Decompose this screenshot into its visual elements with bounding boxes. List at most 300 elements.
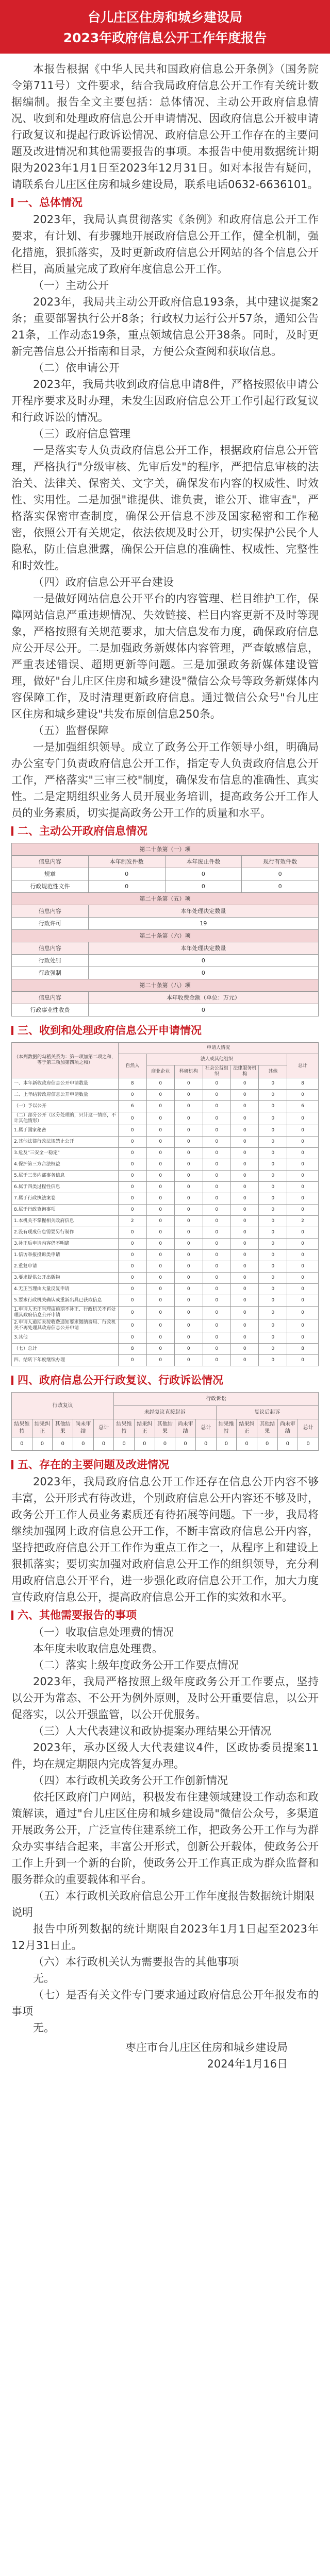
table-cell: 0	[119, 1125, 146, 1137]
table4-col-header: 尚未审结	[175, 1419, 196, 1437]
table-cell: 0	[287, 1159, 318, 1171]
table-cell: 0	[216, 1437, 237, 1451]
table-cell: 0	[146, 1171, 174, 1182]
table-cell: 0	[257, 1437, 277, 1451]
table3-applicant-header: 申请人情况	[119, 1043, 319, 1054]
table-cell: 0	[175, 1182, 203, 1193]
table-cell: 0	[230, 1295, 258, 1307]
section-6-3-paragraph: 2023年，承办区级人大代表建议4件，区政协委员提案11件，均在规定期限内完成答复办理。	[11, 1741, 319, 1770]
table-cell: 0	[119, 1148, 146, 1159]
table-cell: 0	[230, 1182, 258, 1193]
table-cell: 0	[175, 1078, 203, 1090]
section-1-5-heading: （五）监督保障	[33, 724, 109, 737]
table-row	[12, 1273, 319, 1284]
section-6-3-heading: （三）人大代表建议和政协提案办理结果公开情况	[33, 1725, 271, 1737]
table-cell: 0	[146, 1193, 174, 1205]
row-label: 二、上年结转政府信息公开申请数量	[12, 1090, 119, 1101]
table4-direct-header: 未经复议直接起诉	[114, 1406, 216, 1419]
table-cell: 0	[230, 1112, 258, 1125]
row-label: （一）予以公开	[12, 1101, 119, 1112]
table-cell: 0	[203, 1295, 230, 1307]
table-cell: 0	[119, 1250, 146, 1261]
table-cell: 0	[259, 1193, 287, 1205]
table3-legal-header: 法人或其他组织	[146, 1054, 287, 1065]
table3-sub-header: 其他	[259, 1065, 287, 1078]
table-cell: 0	[146, 1239, 174, 1250]
table-cell: 0	[287, 1227, 318, 1239]
table-cell: 0	[146, 1284, 174, 1295]
table-cell: 0	[88, 967, 318, 979]
table1-col-header: 本年废止件数	[165, 856, 242, 868]
table-cell: 0	[259, 1101, 287, 1112]
table-cell: 0	[203, 1112, 230, 1125]
table-cell: 0	[287, 1125, 318, 1137]
table-cell: 0	[203, 1148, 230, 1159]
heading-marker-icon	[11, 198, 13, 207]
table4-col-header: 尚未审结	[277, 1419, 298, 1437]
table-cell: 0	[119, 1090, 146, 1101]
table4-col-header: 结果纠正	[134, 1419, 155, 1437]
table-cell: 0	[230, 1319, 258, 1332]
section-6-heading: 六、其他需要报告的事项	[11, 1606, 319, 1624]
table-cell: 0	[259, 1125, 287, 1137]
table-cell: 0	[119, 1239, 146, 1250]
table-cell: 0	[119, 1205, 146, 1216]
table-cell: 0	[287, 1250, 318, 1261]
row-label: 1.申请人无正当理由逾期不补正、行政机关不再处理其政府信息公开申请	[12, 1307, 119, 1319]
table4-col-header: 结果维持	[114, 1419, 135, 1437]
table-row	[12, 1419, 319, 1437]
heading-marker-icon	[11, 1376, 13, 1385]
table-row	[12, 1344, 319, 1355]
table-cell: 0	[230, 1344, 258, 1355]
table1-col-header: 信息内容	[12, 942, 89, 955]
table-cell: 0	[203, 1227, 230, 1239]
table-cell: 0	[230, 1284, 258, 1295]
row-label: 3.危及"三安全一稳定"	[12, 1148, 119, 1159]
table-cell: 0	[119, 1295, 146, 1307]
table-row	[12, 1239, 319, 1250]
table-cell: 0	[119, 1171, 146, 1182]
table-row	[12, 1078, 319, 1090]
section-1-2-paragraph: 2023年，我局共收到政府信息申请8件，严格按照依申请公开程序要求及时办理，未发生因政府信息公开工作引起行政复议和行政诉讼的情况。	[11, 378, 319, 423]
table-cell: 0	[146, 1227, 174, 1239]
table-cell: 0	[203, 1101, 230, 1112]
table-cell: 0	[119, 1261, 146, 1273]
table3-sub-header: 科研机构	[175, 1065, 203, 1078]
table-row	[12, 1437, 319, 1451]
table-cell: 0	[259, 1159, 287, 1171]
table-cell: 0	[119, 1273, 146, 1284]
table-row	[12, 1171, 319, 1182]
table-cell: 0	[259, 1090, 287, 1101]
table-cell: 0	[203, 1137, 230, 1148]
section-6-1-heading: （一）收取信息处理费的情况	[33, 1626, 174, 1638]
section-6-2-paragraph: 2023年，我局严格按照上级年度政务公开工作要点，坚持以公开为常态、不公开为例外原则，及时公开重要信息，以公开促落实，以公开强监管，以公开优服务。	[11, 1675, 319, 1721]
table-cell: 0	[155, 1437, 175, 1451]
table1-block1-title: 第二十条第（一）项	[12, 843, 319, 856]
table-cell: 0	[287, 1273, 318, 1284]
table-cell: 0	[259, 1307, 287, 1319]
table4-col-header: 结果维持	[12, 1419, 32, 1437]
table-cell: 0	[287, 1171, 318, 1182]
row-label: 5.属于三类内部事务信息	[12, 1171, 119, 1182]
table-cell: 0	[146, 1355, 174, 1366]
section-6-4-paragraph: 依托区政府门户网站，积极发布住建领域建设工作动态和政策解读，通过"台儿庄区住房和城乡建设局"微信公众号，多渠道开展政务公开，广泛宣传住建系统工作，把政务公开工作与为群众办实事结合起来，丰富公开形式，创新公开载体，使政务公开工作上升到一个新的台阶，使政务公开工作真正成为群众监督和服务群众的重要载体和平台。	[11, 1791, 319, 1886]
table3-total-header: 总计	[287, 1054, 318, 1078]
table-row	[12, 1137, 319, 1148]
table-cell: 0	[146, 1101, 174, 1112]
table-cell: 0	[175, 1205, 203, 1216]
table-cell: 0	[203, 1344, 230, 1355]
table-cell: 0	[32, 1437, 53, 1451]
section-3-heading: 三、收到和处理政府信息公开申请情况	[11, 1022, 319, 1039]
table-cell: 0	[146, 1307, 174, 1319]
table-cell: 0	[175, 1125, 203, 1137]
row-label: 2.申请人逾期未按收费通知要求缴纳费用、行政机关不再处理其政府信息公开申请	[12, 1319, 119, 1332]
table-row	[12, 1355, 319, 1366]
table3-sub-header: 商业企业	[146, 1065, 174, 1078]
application-table-wrap	[11, 1039, 319, 1370]
table-cell: 0	[203, 1125, 230, 1137]
table-cell: 8	[287, 1344, 318, 1355]
table-cell: 0	[287, 1261, 318, 1273]
row-label: 3.其他	[12, 1332, 119, 1344]
section-6-5-paragraph: 报告中所列数据的统计期限自2023年1月1日起至2023年12月31日止。	[11, 1923, 319, 1952]
table-row	[12, 1319, 319, 1332]
table-cell: 0	[259, 1273, 287, 1284]
table-cell: 行政事业性收费	[12, 1004, 89, 1016]
table-cell: 0	[175, 1148, 203, 1159]
table-cell: 0	[259, 1137, 287, 1148]
table-cell: 0	[119, 1182, 146, 1193]
table-cell: 行政许可	[12, 918, 89, 930]
table-cell: 0	[146, 1159, 174, 1171]
section-6-1-paragraph: 本年度未收取信息处理费。	[33, 1642, 163, 1655]
table-cell: 0	[53, 1437, 73, 1451]
table-cell: 0	[175, 1344, 203, 1355]
table-cell: 0	[175, 1159, 203, 1171]
table4-col-header: 结果纠正	[237, 1419, 257, 1437]
table-cell: 0	[119, 1137, 146, 1148]
table-cell: 行政强制	[12, 967, 89, 979]
table-cell: 0	[93, 1437, 114, 1451]
table-cell: 0	[146, 1319, 174, 1332]
table-row	[12, 1159, 319, 1171]
table-cell: 2	[287, 1216, 318, 1227]
table-cell: 0	[259, 1261, 287, 1273]
section-6-7-answer: 无。	[33, 2022, 55, 2034]
table4-col-header: 其他结果	[257, 1419, 277, 1437]
heading-marker-icon	[11, 1026, 13, 1035]
table-cell: 行政规范性文件	[12, 880, 89, 893]
table-cell: 0	[119, 1332, 146, 1344]
table-cell: 0	[119, 1284, 146, 1295]
table-cell: 0	[119, 1355, 146, 1366]
table-cell: 行政处罚	[12, 955, 89, 967]
table-cell: 0	[259, 1332, 287, 1344]
table-cell: 0	[175, 1101, 203, 1112]
table-cell: 0	[175, 1437, 196, 1451]
application-table-body	[12, 1043, 319, 1366]
table1-col-header: 本年收费金额（单位：万元）	[88, 992, 318, 1004]
table-row	[12, 1295, 319, 1307]
table-cell: 0	[195, 1437, 216, 1451]
table1-block4-title: 第二十条第（八）项	[12, 979, 319, 992]
table-row	[12, 1112, 319, 1125]
table-cell: 0	[203, 1216, 230, 1227]
report-body	[0, 54, 330, 2072]
table-cell: 0	[259, 1216, 287, 1227]
table-cell: 0	[175, 1171, 203, 1182]
table-cell: 0	[230, 1273, 258, 1284]
table-cell: 0	[203, 1171, 230, 1182]
section-1-1-paragraph: 2023年，我局共主动公开政府信息193条，其中建议提案2条；重要部署执行公开8条；行政权力运行公开57条，通知公告21条，工作动态19条，重点领域信息公开38条。同时，及时更新完善信息公开指南和目录，方便公众查阅和获取信息。	[11, 296, 319, 358]
table4-col-header: 总计	[298, 1419, 319, 1437]
table-cell: 0	[287, 1332, 318, 1344]
table-cell: 0	[203, 1355, 230, 1366]
table-cell: 0	[114, 1437, 135, 1451]
table1-col-header: 信息内容	[12, 856, 89, 868]
section-5-paragraph: 2023年，我局政府信息公开工作还存在信息公开内容不够丰富，公开形式有待改进，个别政府信息公开内容还不够及时，政务公开工作人员业务素质还有待拓展等问题。下一步，我局将继续加强网上政府信息公开工作，不断丰富政府信息公开内容，坚持把政府信息公开工作作为重点工作之一，从程序上和建设上狠抓落实；要切实加强对政府信息公开工作的组织领导，充分利用政府信息公开平台，进一步强化政府信息公开工作，加大力度宣传政府信息公开，提高政府信息公开工作的实效和水平。	[11, 1476, 319, 1603]
table-cell: 6	[287, 1101, 318, 1112]
table-cell: 0	[287, 1112, 318, 1125]
table4-col-header: 其他结果	[53, 1419, 73, 1437]
section-1-4-heading: （四）政府信息公开平台建设	[33, 576, 174, 588]
table4-review-header: 行政复议	[12, 1393, 114, 1419]
table-cell: 19	[88, 918, 318, 930]
row-label: 7.属于行政执法案卷	[12, 1193, 119, 1205]
table-cell: 0	[203, 1159, 230, 1171]
signature-date: 2024年1月16日	[207, 2058, 288, 2070]
table-cell: 0	[259, 1227, 287, 1239]
report-title-line1: 台儿庄区住房和城乡建设局	[87, 10, 242, 25]
row-label: 1.信访举报投诉类申请	[12, 1250, 119, 1261]
row-label: 2.重复申请	[12, 1261, 119, 1273]
table-cell: 0	[230, 1090, 258, 1101]
signature-org: 枣庄市台儿庄区住房和城乡建设局	[125, 2041, 288, 2054]
table-cell: 0	[203, 1319, 230, 1332]
table-cell: 0	[119, 1307, 146, 1319]
table-cell: 0	[146, 1344, 174, 1355]
table-cell: 0	[287, 1355, 318, 1366]
table-cell: 0	[12, 1437, 32, 1451]
table1-col-header: 现行有效件数	[242, 856, 319, 868]
table-cell: 0	[287, 1239, 318, 1250]
table-row	[12, 1307, 319, 1319]
table-cell: 0	[175, 1261, 203, 1273]
table-cell: 8	[119, 1078, 146, 1090]
row-label: （七）总计	[12, 1344, 119, 1355]
table-cell: 0	[203, 1332, 230, 1344]
table-cell: 0	[230, 1227, 258, 1239]
table-cell: 0	[175, 1284, 203, 1295]
table-row	[12, 1284, 319, 1295]
table-cell: 0	[146, 1137, 174, 1148]
table-cell: 0	[175, 1295, 203, 1307]
row-label: 1.本机关不掌握相关政府信息	[12, 1216, 119, 1227]
row-label: 6.属于四类过程性信息	[12, 1182, 119, 1193]
table-row	[12, 1148, 319, 1159]
heading-marker-icon	[11, 826, 13, 836]
review-litigation-table-body	[12, 1393, 319, 1451]
table-row	[12, 1227, 319, 1239]
section-6-2-heading: （二）落实上级年度政务公开工作要点情况	[33, 1659, 239, 1671]
report-title-line2: 2023年政府信息公开工作年度报告	[63, 30, 267, 45]
section-1-4-paragraph: 一是做好网站信息公开平台的内容管理、栏目维护工作，保障网站信息严重违规情况、失效链接、栏目内容更新不及时等现象，严格按照有关规范要求，加大信息发布力度，确保政府信息应公开尽公开。二是加强政务新媒体内容管理，严查敏感信息，严重表述错误、超期更新等问题。三是加强政务新媒体建设管理，做好"台儿庄区住房和城乡建设"微信公众号等政务新媒体内容保障工作，及时清理更新政府信息。通过微信公众号"台儿庄区住房和城乡建设"共发布原创信息250条。	[11, 592, 319, 720]
table1-col-header: 本年处理决定数量	[88, 905, 318, 918]
table-cell: 0	[203, 1193, 230, 1205]
table1-col-header: 本年处理决定数量	[88, 942, 318, 955]
table-cell: 0	[146, 1148, 174, 1159]
table3-sub-header: 法律服务机构	[230, 1065, 258, 1078]
table-cell: 0	[88, 868, 165, 880]
row-label: （二）部分公开（区分处理的，只计这一情形，不计其他情形）	[12, 1112, 119, 1125]
section-1-3-paragraph: 一是落实专人负责政府信息公开工作，根据政府信息公开管理，严格执行"分级审核、先审后发"的程序，严把信息审核的法治关、法律关、保密关、文字关，确保发布内容的权威性、时效性、实用性。二是加强"谁提供、谁负责，谁公开、谁审查"，严格落实保密审查制度，确保公开信息不涉及国家秘密和工作秘密，依照公开有关规定，依法依规及时公开，切实保护公民个人隐私，防止信息泄露，确保公开信息的准确性、权威性、完整性和时效性。	[11, 444, 319, 572]
review-litigation-table-wrap	[11, 1389, 319, 1455]
section-6-4-heading: （四）本行政机关政务公开工作创新情况	[33, 1774, 228, 1787]
section-5-heading: 五、存在的主要问题及改进情况	[11, 1456, 319, 1473]
table-cell: 0	[259, 1171, 287, 1182]
section-6-6-heading: （六）本行政机关认为需要报告的其他事项	[33, 1956, 239, 1968]
section-1-heading: 一、总体情况	[11, 194, 319, 211]
table-cell: 0	[287, 1284, 318, 1295]
section-6-7-paragraph: （七）是否有关文件专门要求通过政府信息公开年报发布的事项	[11, 1989, 319, 2018]
section-1-5-paragraph: 一是加强组织领导。成立了政务公开工作领导小组，明确局办公室专门负责政府信息公开工作，指定专人负责政府信息公开工作，严格落实"三审三校"制度，确保发布信息的准确性、真实性。二是定期组织业务人员开展业务培训，提高政务公开工作人员的业务素质，切实提高政务公开工作的质量和水平。	[11, 741, 319, 819]
intro-paragraph: 本报告根据《中华人民共和国政府信息公开条例》（国务院令第711号）文件要求，结合我局政府信息公开工作有关统计数据编制。报告全文主要包括：总体情况、主动公开政府信息情况、收到和处理政府信息公开申请情况、因政府信息公开被申请行政复议和提起行政诉讼情况、政府信息公开工作存在的主要问题及改进情况和其他需要报告的事项。本报告中使用数据统计期限为2023年1月1日至2023年12月31日。如对本报告有疑问，请联系台儿庄区住房和城乡建设局，联系电话0632-6636101。	[11, 63, 319, 191]
table3-natural-header: 自然人	[119, 1054, 146, 1078]
table-cell: 0	[134, 1437, 155, 1451]
table-cell: 0	[230, 1125, 258, 1137]
application-table	[11, 1042, 319, 1366]
table-cell: 0	[203, 1090, 230, 1101]
table-cell: 0	[175, 1332, 203, 1344]
table-cell: 0	[203, 1205, 230, 1216]
table-cell: 0	[175, 1137, 203, 1148]
table-cell: 0	[146, 1273, 174, 1284]
table-cell: 8	[287, 1078, 318, 1090]
table-cell: 0	[203, 1078, 230, 1090]
table-cell: 0	[237, 1437, 257, 1451]
table4-suit-header: 行政诉讼	[114, 1393, 319, 1406]
active-disclosure-table	[11, 843, 319, 1016]
table-cell: 0	[230, 1101, 258, 1112]
row-label: 1.属于国家秘密	[12, 1125, 119, 1137]
table-cell: 0	[146, 1112, 174, 1125]
table-cell: 0	[230, 1137, 258, 1148]
table-cell: 0	[259, 1284, 287, 1295]
table4-col-header: 结果纠正	[32, 1419, 53, 1437]
table-cell: 0	[146, 1078, 174, 1090]
table-row	[12, 1205, 319, 1216]
table-cell: 0	[259, 1078, 287, 1090]
table-cell: 0	[259, 1182, 287, 1193]
table-cell: 0	[230, 1355, 258, 1366]
table-cell: 0	[287, 1193, 318, 1205]
table-cell: 0	[88, 880, 165, 893]
table-cell: 0	[230, 1261, 258, 1273]
section-2-heading: 二、主动公开政府信息情况	[11, 822, 319, 840]
table-cell: 0	[175, 1239, 203, 1250]
table-cell: 0	[259, 1295, 287, 1307]
table-cell: 0	[287, 1295, 318, 1307]
table1-block2-title: 第二十条第（五）项	[12, 893, 319, 905]
table-cell: 0	[287, 1307, 318, 1319]
table-cell: 0	[230, 1307, 258, 1319]
section-6-5-heading: （五）本行政机关政府信息公开工作年度报告数据统计期限说明	[11, 1890, 315, 1919]
table-cell: 0	[119, 1227, 146, 1239]
table-cell: 0	[175, 1090, 203, 1101]
report-title-banner	[0, 0, 330, 54]
heading-marker-icon	[11, 1611, 13, 1620]
table-cell: 0	[203, 1239, 230, 1250]
table-cell: 0	[203, 1182, 230, 1193]
table-cell: 0	[242, 868, 319, 880]
table-cell: 0	[175, 1216, 203, 1227]
table-cell: 0	[287, 1205, 318, 1216]
table-row	[12, 1332, 319, 1344]
row-label: 3.补正后申请内容仍不明确	[12, 1239, 119, 1250]
table-cell: 0	[88, 955, 318, 967]
table-cell: 0	[146, 1295, 174, 1307]
table-cell: 0	[146, 1261, 174, 1273]
table1-col-header: 信息内容	[12, 992, 89, 1004]
table-cell: 0	[119, 1112, 146, 1125]
table-cell: 0	[230, 1239, 258, 1250]
table-cell: 0	[203, 1273, 230, 1284]
table-cell: 0	[146, 1182, 174, 1193]
table-cell: 0	[259, 1250, 287, 1261]
table-cell: 0	[259, 1205, 287, 1216]
table-cell: 0	[259, 1355, 287, 1366]
table-cell: 0	[287, 1182, 318, 1193]
section-6-6-paragraph: 无。	[33, 1972, 55, 1985]
table-cell: 0	[203, 1307, 230, 1319]
table-row	[12, 1261, 319, 1273]
table-cell: 0	[165, 880, 242, 893]
table-cell: 0	[175, 1227, 203, 1239]
table-cell: 规章	[12, 868, 89, 880]
table-cell: 0	[146, 1205, 174, 1216]
table1-block3-title: 第二十条第（六）项	[12, 930, 319, 942]
table-cell: 0	[230, 1148, 258, 1159]
table4-col-header: 其他结果	[155, 1419, 175, 1437]
table-cell: 0	[242, 880, 319, 893]
table-cell: 0	[259, 1239, 287, 1250]
table-cell: 0	[146, 1250, 174, 1261]
table-cell: 0	[146, 1125, 174, 1137]
heading-marker-icon	[11, 1460, 13, 1469]
section-4-heading: 四、政府信息公开行政复议、行政诉讼情况	[11, 1371, 319, 1389]
table-row	[12, 1090, 319, 1101]
table-cell: 0	[88, 1004, 318, 1016]
row-label: 四、结转下年度继续办理	[12, 1355, 119, 1366]
table-cell: 0	[259, 1112, 287, 1125]
active-disclosure-table-wrap	[11, 840, 319, 1021]
row-label: 一、本年新收政府信息公开申请数量	[12, 1078, 119, 1090]
table4-col-header: 总计	[93, 1419, 114, 1437]
table-cell: 6	[119, 1101, 146, 1112]
table-cell: 0	[203, 1261, 230, 1273]
review-litigation-table	[11, 1392, 319, 1451]
table-cell: 0	[230, 1216, 258, 1227]
table4-after-header: 复议后起诉	[216, 1406, 318, 1419]
table-cell: 0	[259, 1319, 287, 1332]
table4-col-header: 结果维持	[216, 1419, 237, 1437]
table-cell: 0	[119, 1159, 146, 1171]
table-cell: 0	[230, 1205, 258, 1216]
section-1-3-heading: （三）政府信息管理	[33, 428, 130, 440]
